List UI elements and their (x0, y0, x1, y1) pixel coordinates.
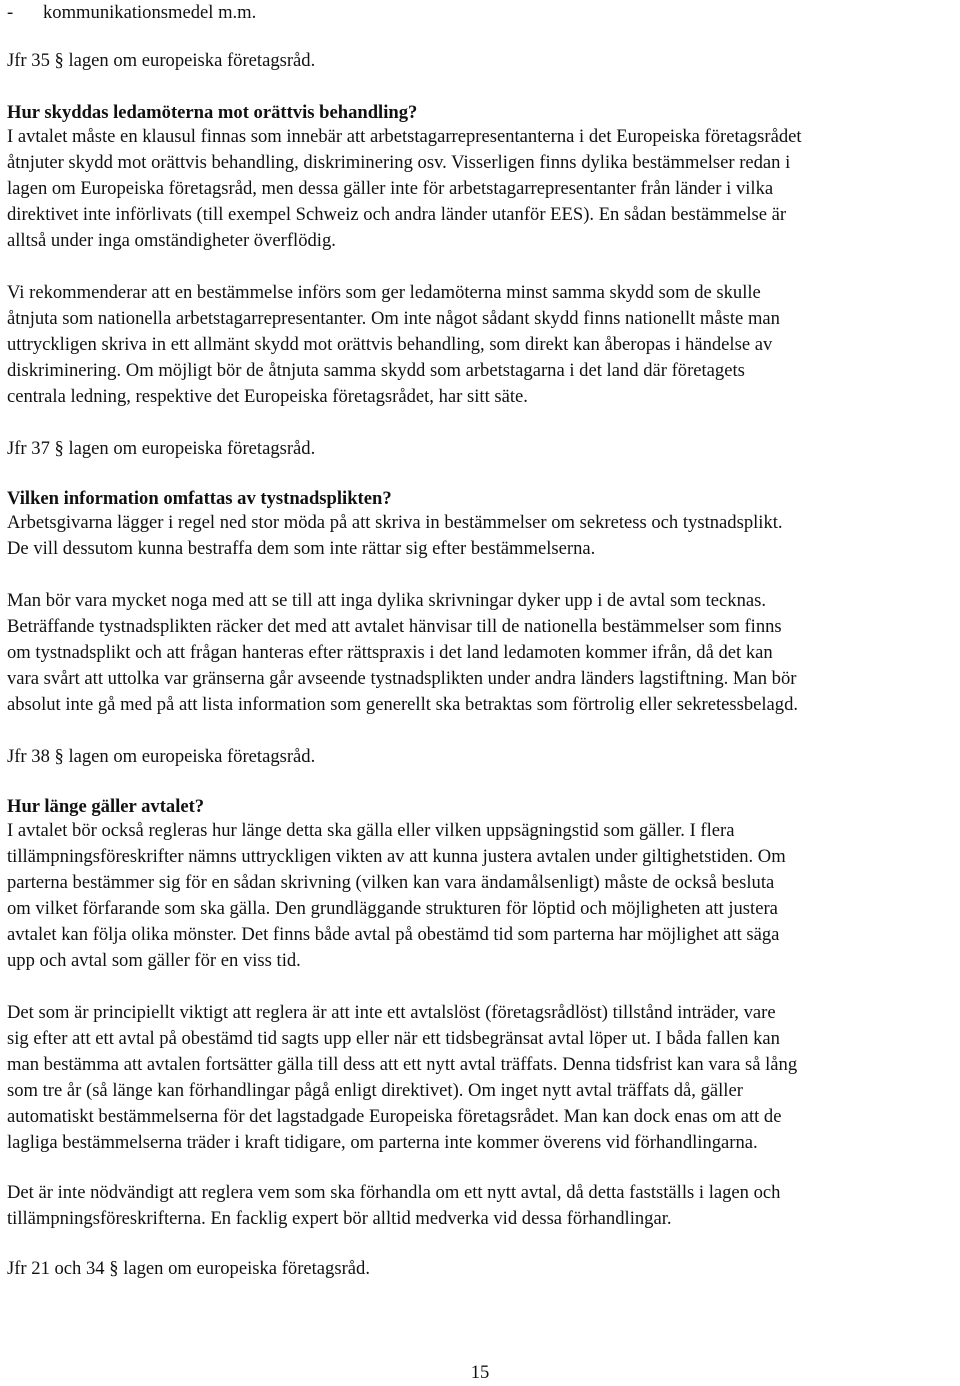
reference-38: Jfr 38 § lagen om europeiska företagsråd. (7, 746, 316, 767)
bullet-dash: - (7, 2, 14, 23)
paragraph-line: upp och avtal som gäller för en viss tid. (7, 950, 301, 971)
paragraph-line: automatiskt bestämmelserna för det lagstadgade Europeiska företagsrådet. Man kan dock enas om att de (7, 1106, 782, 1127)
page-number: 15 (470, 1362, 490, 1383)
heading-protection: Hur skyddas ledamöterna mot orättvis behandling? (7, 102, 418, 123)
paragraph-line: tillämpningsföreskrifterna. En facklig expert bör alltid medverka vid dessa förhandlingar. (7, 1208, 672, 1229)
paragraph-line: I avtalet bör också regleras hur länge detta ska gälla eller vilken uppsägningstid som gäller. I flera (7, 820, 735, 841)
paragraph-line: åtnjuta som nationella arbetstagarrepresentanter. Om inte något sådant skydd finns nationellt måste man (7, 308, 780, 329)
paragraph-line: Man bör vara mycket noga med att se till att inga dylika skrivningar dyker upp i de avtal som tecknas. (7, 590, 767, 611)
paragraph-line: parterna bestämmer sig för en sådan skrivning (vilken kan vara ändamålsenligt) måste de också besluta (7, 872, 775, 893)
paragraph-line: Det är inte nödvändigt att reglera vem som ska förhandla om ett nytt avtal, då detta fastställs i lagen och (7, 1182, 781, 1203)
paragraph-line: uttryckligen skriva in ett allmänt skydd mot orättvis behandling, som direkt kan åberopas i händelse av (7, 334, 773, 355)
paragraph-line: sig efter att ett avtal på obestämd tid sagts upp eller när ett tidsbegränsat avtal löper ut. I båda fallen kan (7, 1028, 780, 1049)
paragraph-line: direktivet inte införlivats (till exempel Schweiz och andra länder utanför EES). En sådan bestämmelse är (7, 204, 787, 225)
paragraph-line: Beträffande tystnadsplikten räcker det med att avtalet hänvisar till de nationella bestämmelser som finns (7, 616, 782, 637)
paragraph-line: De vill dessutom kunna bestraffa dem som inte rättar sig efter bestämmelserna. (7, 538, 596, 559)
paragraph-line: Vi rekommenderar att en bestämmelse införs som ger ledamöterna minst samma skydd som de skulle (7, 282, 761, 303)
paragraph-line: Arbetsgivarna lägger i regel ned stor möda på att skriva in bestämmelser om sekretess och tystnadsplikt. (7, 512, 783, 533)
paragraph-line: som tre år (så länge kan förhandlingar pågå enligt direktivet). Om inget nytt avtal träffats då, gäller (7, 1080, 743, 1101)
paragraph-line: alltså under inga omständigheter överflödig. (7, 230, 336, 251)
paragraph-line: lagliga bestämmelserna träder i kraft tidigare, om parterna inte kommer överens vid förhandlingarna. (7, 1132, 758, 1153)
paragraph-line: åtnjuter skydd mot orättvis behandling, diskriminering osv. Visserligen finns dylika bestämmelser redan i (7, 152, 791, 173)
paragraph-line: om tystnadsplikt och att frågan hanteras efter rättspraxis i det land ledamoten kommer ifrån, då det kan (7, 642, 773, 663)
paragraph-line: man bestämma att avtalen fortsätter gälla till dess att ett nytt avtal träffats. Denna tidsfrist kan vara så lång (7, 1054, 798, 1075)
reference-37: Jfr 37 § lagen om europeiska företagsråd. (7, 438, 316, 459)
paragraph-line: Det som är principiellt viktigt att reglera är att inte ett avtalslöst (företagsrådlöst) tillstånd inträder, vare (7, 1002, 776, 1023)
paragraph-line: avtalet kan följa olika mönster. Det finns både avtal på obestämd tid som parterna har möjlighet att säga (7, 924, 780, 945)
heading-duration: Hur länge gäller avtalet? (7, 796, 205, 817)
paragraph-line: vara svårt att uttolka var gränserna går avseende tystnadsplikten under andra länders lagstiftning. Man bör (7, 668, 797, 689)
paragraph-line: lagen om Europeiska företagsråd, men dessa gäller inte för arbetstagarrepresentanter från länder i vilka (7, 178, 774, 199)
bullet-text: kommunikationsmedel m.m. (43, 2, 257, 23)
heading-confidentiality: Vilken information omfattas av tystnadsplikten? (7, 488, 392, 509)
reference-21-34: Jfr 21 och 34 § lagen om europeiska företagsråd. (7, 1258, 370, 1279)
paragraph-line: absolut inte gå med på att lista information som generellt ska betraktas som förtrolig eller sekretessbelagd. (7, 694, 799, 715)
paragraph-line: tillämpningsföreskrifter nämns uttryckligen vikten av att kunna justera avtalen under giltighetstiden. Om (7, 846, 786, 867)
paragraph-line: I avtalet måste en klausul finnas som innebär att arbetstagarrepresentanterna i det Europeiska företagsrådet (7, 126, 802, 147)
paragraph-line: diskriminering. Om möjligt bör de åtnjuta samma skydd som arbetstagarna i det land där företagets (7, 360, 745, 381)
bullet-item (7, 0, 256, 26)
paragraph-line: centrala ledning, respektive det Europeiska företagsrådet, har sitt säte. (7, 386, 528, 407)
paragraph-line: om vilket förfarande som ska gälla. Den grundläggande strukturen för löptid och möjligheten att justera (7, 898, 778, 919)
reference-35: Jfr 35 § lagen om europeiska företagsråd. (7, 50, 316, 71)
